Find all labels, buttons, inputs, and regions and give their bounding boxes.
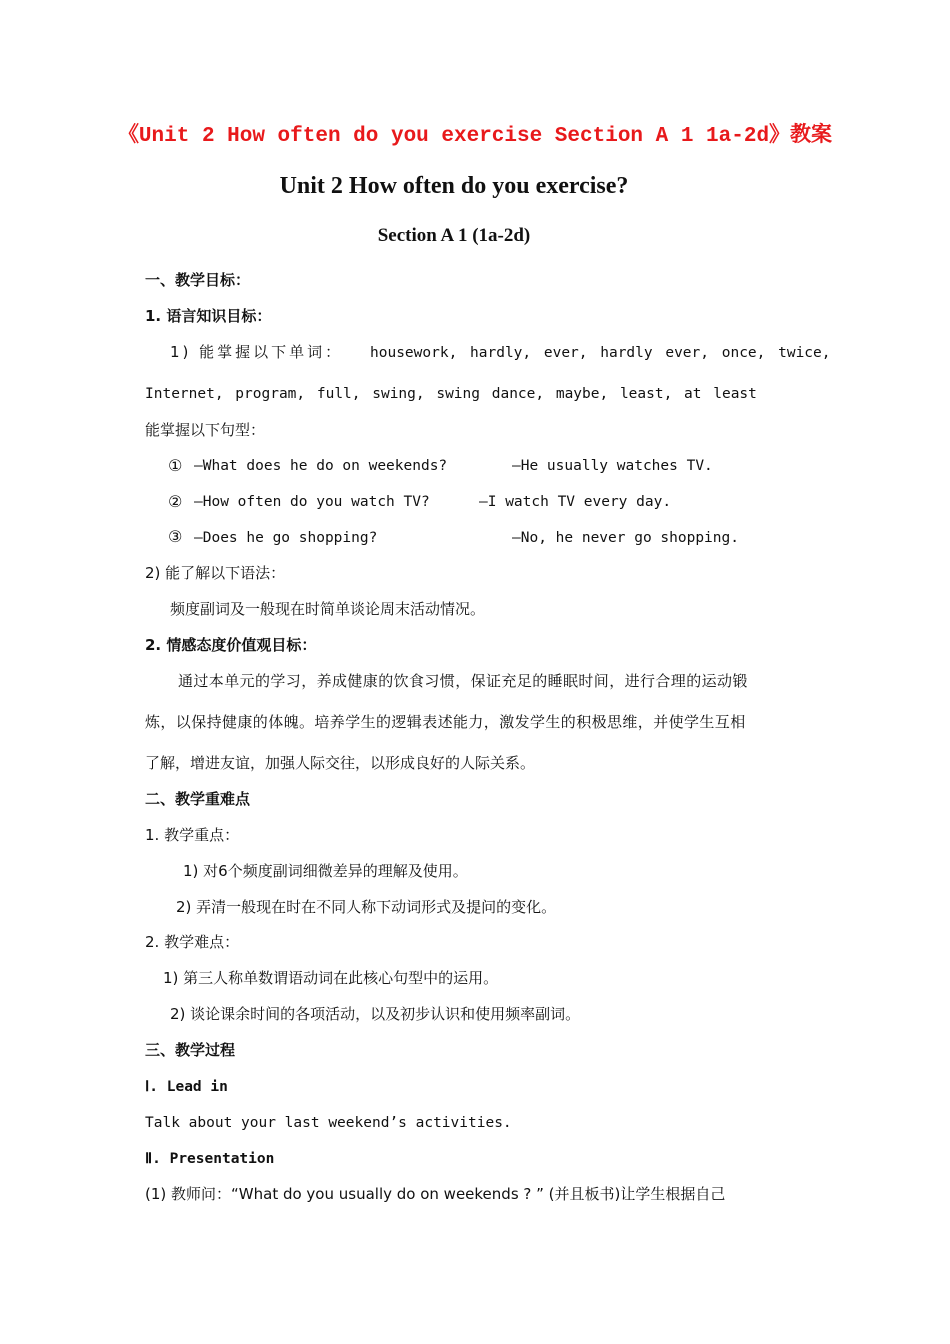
- sentence-question: —What does he do on weekends?: [194, 458, 448, 474]
- sentence-question: —Does he go shopping?: [194, 530, 378, 546]
- emotion-paragraph-line: 炼，以保持健康的体魄。培养学生的逻辑表述能力，激发学生的积极思维，并使学生互相: [145, 713, 746, 731]
- section-3-title: 三、教学过程: [145, 1041, 236, 1059]
- difficult-point-item: 1) 第三人称单数谓语动词在此核心句型中的运用。: [163, 969, 499, 987]
- key-points-title: 1. 教学重点：: [145, 826, 240, 844]
- vocab-line-1: housework, hardly, ever, hardly ever, once, twice,: [370, 345, 831, 361]
- sentence-number: ③: [168, 527, 183, 546]
- section-heading: Section A 1 (1a-2d): [377, 225, 531, 246]
- emotion-paragraph-line: 通过本单元的学习，养成健康的饮食习惯，保证充足的睡眠时间，进行合理的运动锻: [178, 672, 748, 690]
- emotion-goals-title: 2. 情感态度价值观目标：: [145, 636, 317, 654]
- lead-in-text: Talk about your last weekend’s activities.: [145, 1115, 512, 1131]
- sentences-label: 能掌握以下句型：: [145, 421, 266, 439]
- key-point-item: 2) 弄清一般现在时在不同人称下动词形式及提问的变化。: [176, 898, 557, 916]
- document-title: 《Unit 2 How often do you exercise Section A 1 1a-2d》教案: [117, 125, 833, 148]
- section-1-title: 一、教学目标：: [145, 271, 251, 289]
- vocab-label: 1) 能掌握以下单词：: [170, 343, 344, 361]
- lead-in-title: Ⅰ. Lead in: [145, 1079, 228, 1095]
- sentence-number: ②: [168, 492, 183, 511]
- sentence-answer: —He usually watches TV.: [512, 458, 713, 474]
- emotion-paragraph-line: 了解，增进友谊，加强人际交往，以形成良好的人际关系。: [145, 754, 536, 772]
- sentence-answer: —No, he never go shopping.: [512, 530, 739, 546]
- key-point-item: 1) 对6个频度副词细微差异的理解及使用。: [183, 862, 468, 880]
- grammar-label: 2) 能了解以下语法：: [145, 564, 286, 582]
- unit-heading: Unit 2 How often do you exercise?: [279, 173, 629, 199]
- presentation-text: (1) 教师问：“What do you usually do on weekends ? ” (并且板书)让学生根据自己: [145, 1185, 726, 1203]
- vocab-line-2: Internet, program, full, swing, swing dance, maybe, least, at least: [145, 386, 757, 402]
- sentence-answer: —I watch TV every day.: [479, 494, 672, 510]
- section-2-title: 二、教学重难点: [145, 790, 251, 808]
- sentence-question: —How often do you watch TV?: [194, 494, 430, 510]
- grammar-text: 频度副词及一般现在时简单谈论周末活动情况。: [170, 600, 486, 618]
- sentence-number: ①: [168, 456, 183, 475]
- difficult-points-title: 2. 教学难点：: [145, 933, 240, 951]
- language-goals-title: 1. 语言知识目标：: [145, 307, 272, 325]
- difficult-point-item: 2) 谈论课余时间的各项活动，以及初步认识和使用频率副词。: [170, 1005, 581, 1023]
- presentation-title: Ⅱ. Presentation: [145, 1151, 275, 1167]
